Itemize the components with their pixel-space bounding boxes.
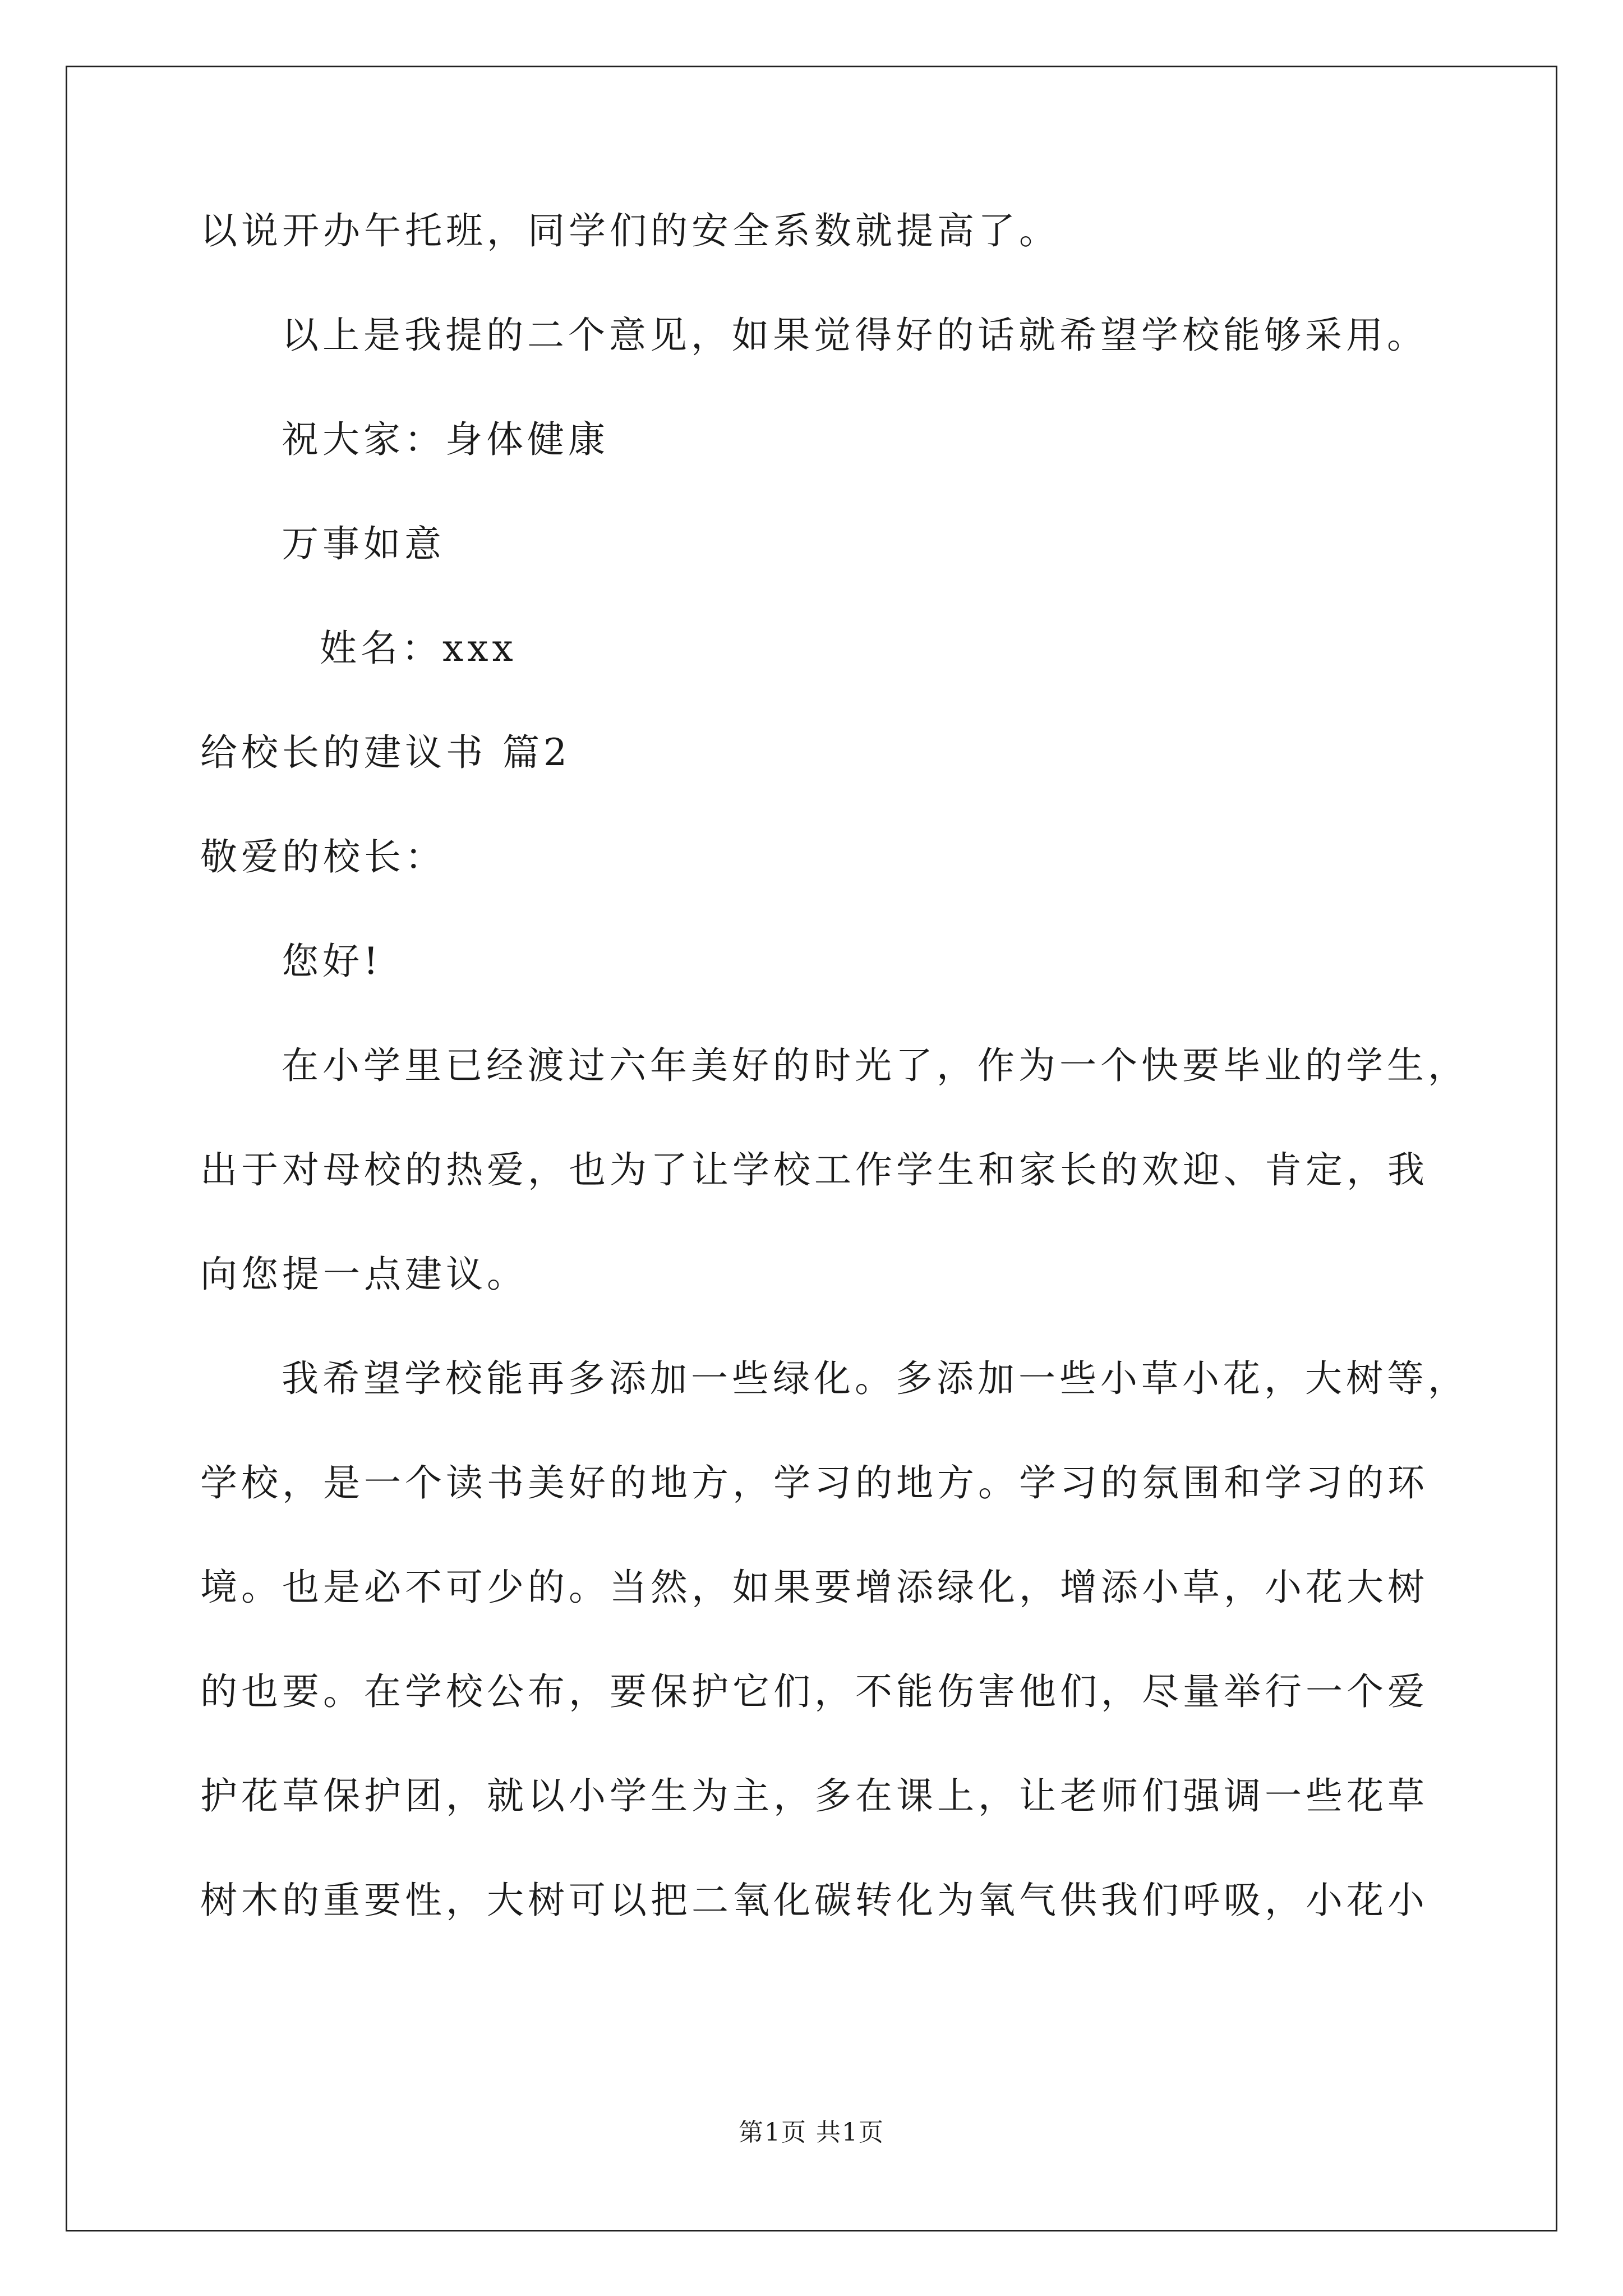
paragraph-line: 向您提一点建议。 [200,1253,528,1296]
salutation: 敬爱的校长： [200,835,446,878]
paragraph-line: 在小学里已经渡过六年美好的时光了，作为一个快要毕业的学生， [282,1044,1469,1087]
paragraph-line: 出于对母校的热爱，也为了让学校工作学生和家长的欢迎、肯定，我 [200,1148,1428,1191]
paragraph-line: 的也要。在学校公布，要保护它们，不能伤害他们，尽量举行一个爱 [200,1670,1428,1713]
greeting-line: 您好! [282,940,382,983]
section-heading: 给校长的建议书 篇2 [200,731,571,774]
paragraph-line: 以上是我提的二个意见，如果觉得好的话就希望学校能够采用。 [282,314,1428,357]
paragraph-line: 我希望学校能再多添加一些绿化。多添加一些小草小花，大树等， [282,1357,1469,1400]
signature-line: 姓名：xxx [320,627,517,670]
paragraph-line: 以说开办午托班，同学们的安全系数就提高了。 [200,209,1060,252]
paragraph-line: 学校，是一个读书美好的地方，学习的地方。学习的氛围和学习的环 [200,1461,1428,1504]
greeting-line: 祝大家：身体健康 [282,418,609,461]
paragraph-line: 境。也是必不可少的。当然，如果要增添绿化，增添小草，小花大树 [200,1566,1428,1609]
greeting-line: 万事如意 [282,522,445,565]
paragraph-line: 树木的重要性，大树可以把二氧化碳转化为氧气供我们呼吸，小花小 [200,1879,1428,1922]
paragraph-line: 护花草保护团，就以小学生为主，多在课上，让老师们强调一些花草 [200,1774,1428,1818]
page-footer: 第1页 共1页 [739,2118,884,2147]
